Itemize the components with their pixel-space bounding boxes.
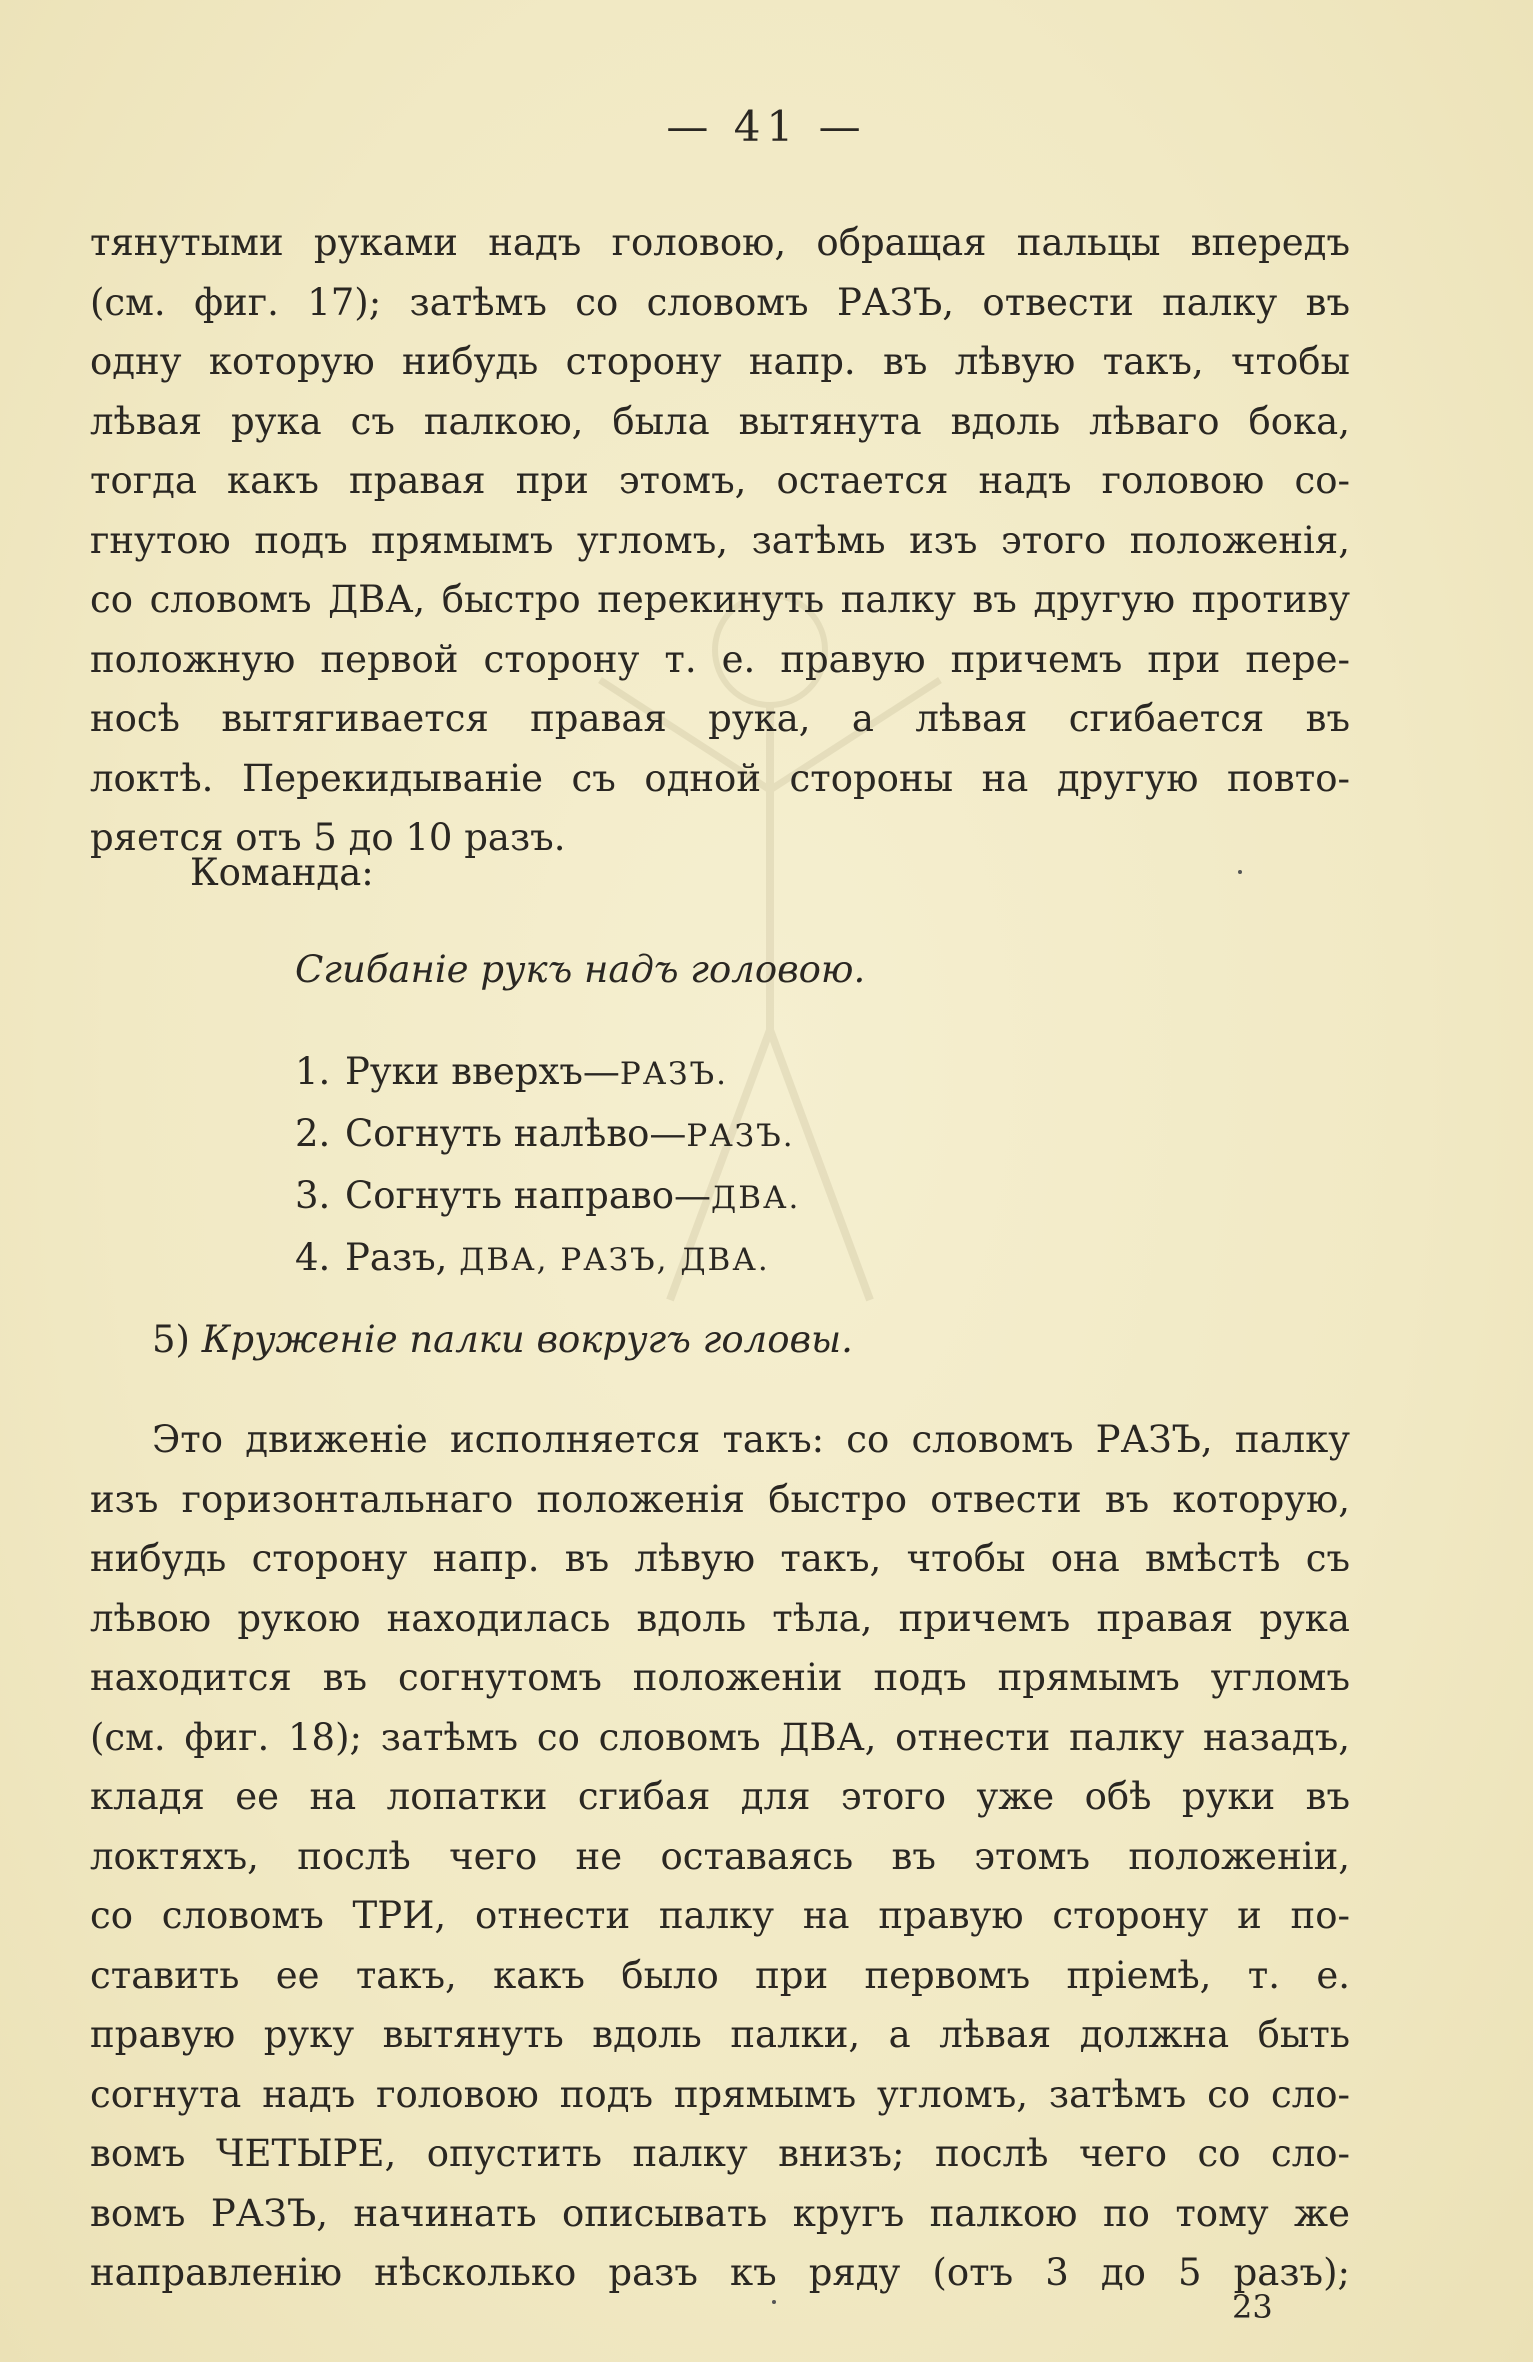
- text-line: лѣвая рука съ палкою, была вытянута вдоль лѣваго бока,: [90, 399, 1350, 443]
- text-line: ряется отъ 5 до 10 разъ.: [90, 816, 566, 859]
- text-line: изъ горизонтальнаго положенія быстро отвести въ которую,: [90, 1477, 1350, 1521]
- command-text: Разъ,: [345, 1236, 460, 1279]
- command-text: Согнуть направо—: [345, 1174, 712, 1217]
- ink-speck: [772, 2300, 776, 2304]
- text-line: тогда какъ правая при этомъ, остается надъ головою со-: [90, 459, 1350, 502]
- text-line: (см. фиг. 17); затѣмъ со словомъ РАЗЪ, отвести палку въ: [90, 280, 1350, 324]
- page-number: — 41 —: [666, 102, 867, 151]
- command-number: 4.: [295, 1236, 331, 1279]
- text-line: согнута надъ головою подъ прямымъ угломъ, затѣмъ со сло-: [90, 2072, 1350, 2116]
- command-item: [295, 1228, 800, 1290]
- text-line: находится въ согнутомъ положеніи подъ прямымъ угломъ: [90, 1656, 1350, 1699]
- section-title: Круженіе палки вокругъ головы.: [201, 1318, 853, 1361]
- command-word: РАЗЪ.: [619, 1056, 729, 1092]
- text-line: со словомъ ТРИ, отнести палку на правую сторону и по-: [90, 1894, 1350, 1937]
- command-item: [295, 1104, 800, 1166]
- text-line: кладя ее на лопатки сгибая для этого уже обѣ руки въ: [90, 1775, 1350, 1818]
- ink-speck: [1238, 870, 1242, 874]
- command-text: Согнуть налѣво—: [345, 1112, 687, 1155]
- text-line: вомъ ЧЕТЫРЕ, опустить палку внизъ; послѣ чего со сло-: [90, 2132, 1350, 2175]
- command-word: ДВА, РАЗЪ, ДВА.: [459, 1242, 770, 1278]
- signature-mark: 23: [1232, 2288, 1273, 2326]
- command-item: [295, 1166, 800, 1228]
- command-text: Руки вверхъ—: [345, 1050, 620, 1093]
- command-number: 2.: [295, 1112, 331, 1155]
- paragraph-2: [90, 1410, 1350, 2303]
- text-line: тянутыми руками надъ головою, обращая пальцы впередъ: [90, 221, 1350, 264]
- text-line: носѣ вытягивается правая рука, а лѣвая сгибается въ: [90, 697, 1350, 740]
- paragraph-1: [90, 213, 1350, 868]
- command-item: [295, 1042, 800, 1104]
- command-label: Команда:: [190, 851, 374, 894]
- command-number: 1.: [295, 1050, 331, 1093]
- text-line: правую руку вытянуть вдоль палки, а лѣвая должна быть: [90, 2013, 1350, 2056]
- text-line: Это движеніе исполняется такъ: со словомъ РАЗЪ, палку: [152, 1418, 1350, 1461]
- section-number: 5): [152, 1318, 190, 1361]
- text-line: ставить ее такъ, какъ было при первомъ пріемѣ, т. е.: [90, 1953, 1350, 1997]
- command-list: [295, 1042, 800, 1290]
- text-line: лѣвою рукою находилась вдоль тѣла, причемъ правая рука: [90, 1596, 1350, 1640]
- text-line: гнутою подъ прямымъ угломъ, затѣмь изъ этого положенія,: [90, 518, 1350, 562]
- section-heading: [152, 1318, 853, 1361]
- text-line: нибудь сторону напр. въ лѣвую такъ, чтобы она вмѣстѣ съ: [90, 1537, 1350, 1580]
- text-line: вомъ РАЗЪ, начинать описывать кругъ палкою по тому же: [90, 2191, 1350, 2235]
- command-word: РАЗЪ.: [686, 1118, 795, 1154]
- text-line: со словомъ ДВА, быстро перекинуть палку въ другую противу: [90, 578, 1350, 621]
- exercise-heading: Сгибаніе рукъ надъ головою.: [295, 948, 866, 991]
- text-line: одну которую нибудь сторону напр. въ лѣвую такъ, чтобы: [90, 340, 1350, 383]
- text-line: положную первой сторону т. е. правую причемъ при пере-: [90, 637, 1350, 681]
- command-number: 3.: [295, 1174, 331, 1217]
- text-line: локтѣ. Перекидываніе съ одной стороны на другую повто-: [90, 756, 1350, 800]
- text-line: направленію нѣсколько разъ къ ряду (отъ 3 до 5 разъ);: [90, 2251, 1350, 2294]
- text-line: (см. фиг. 18); затѣмъ со словомъ ДВА, отнести палку назадъ,: [90, 1715, 1350, 1759]
- command-word: ДВА.: [711, 1180, 801, 1216]
- text-line: локтяхъ, послѣ чего не оставаясь въ этомъ положеніи,: [90, 1834, 1350, 1878]
